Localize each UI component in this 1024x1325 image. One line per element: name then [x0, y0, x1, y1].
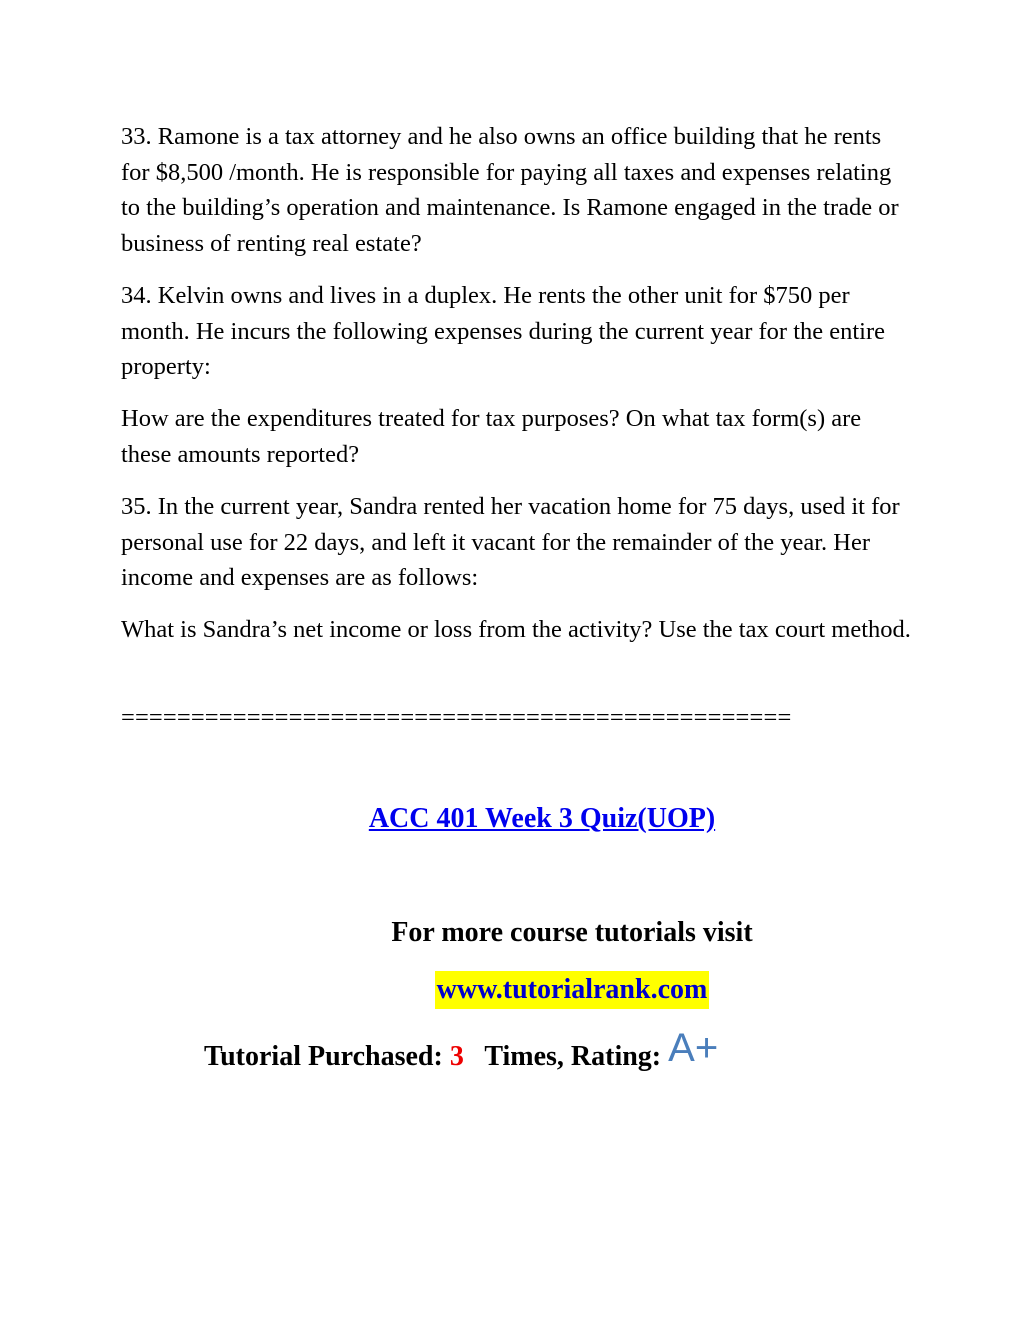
question-34-followup: How are the expenditures treated for tax purposes? On what tax form(s) are these amounts reported?	[121, 405, 862, 468]
purchased-label: Tutorial Purchased:	[204, 1041, 443, 1072]
rating-grade: A+	[668, 1026, 719, 1070]
question-35: 35. In the current year, Sandra rented her vacation home for 75 days, used it for personal use for 22 days, and left it vacant for the remainder of the year. Her income and expenses are as follows:	[121, 493, 900, 591]
question-35-followup: What is Sandra’s net income or loss from the activity? Use the tax court method.	[121, 616, 911, 643]
question-33: 33. Ramone is a tax attorney and he also owns an office building that he rents for $8,500 /month. He is responsible for paying all taxes and expenses relating to the building’s operation and maintenance. Is Ramone engaged in the trade or business of renting real estate?	[121, 123, 899, 257]
website-link-wrapper	[0, 971, 1024, 1009]
section-separator: ================================================	[121, 704, 792, 731]
website-link[interactable]: www.tutorialrank.com	[435, 971, 710, 1009]
purchased-count: 3	[449, 1041, 464, 1072]
next-tutorial-link[interactable]: ACC 401 Week 3 Quiz(UOP)	[368, 803, 716, 834]
question-34: 34. Kelvin owns and lives in a duplex. He rents the other unit for $750 per month. He incurs the following expenses during the current year for the entire property:	[121, 282, 886, 380]
rating-label: Times, Rating:	[484, 1041, 662, 1072]
promo-heading: For more course tutorials visit	[391, 917, 753, 948]
purchase-rating-line	[204, 1026, 719, 1075]
